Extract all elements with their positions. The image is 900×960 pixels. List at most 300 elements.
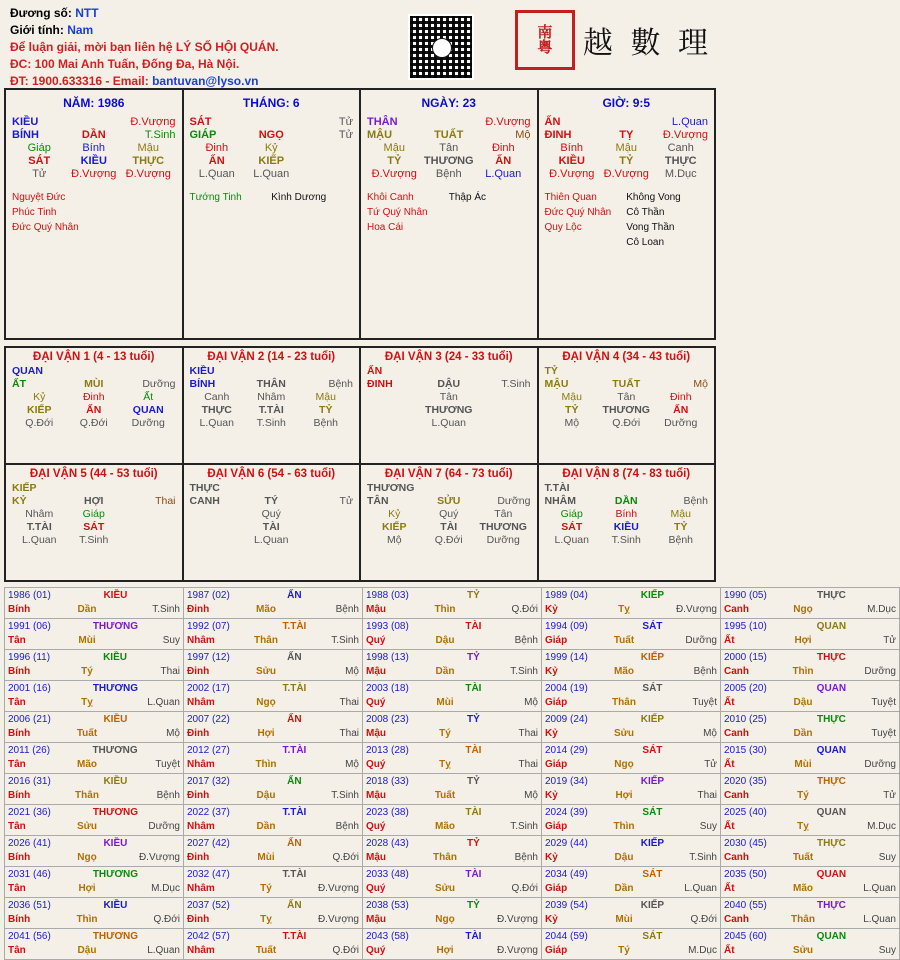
year-state: Tử xyxy=(883,635,896,646)
table-row xyxy=(5,681,900,712)
cell: MẬU xyxy=(367,129,393,141)
cell: TỶ xyxy=(544,365,558,377)
year-star: QUAN xyxy=(816,807,847,818)
cell: Bệnh xyxy=(683,495,708,507)
table-row xyxy=(5,867,900,898)
star: Tướng Tinh xyxy=(189,192,242,203)
year-state: Bệnh xyxy=(335,604,359,615)
year-state: Thai xyxy=(518,728,538,739)
year-label: 2017 (32) xyxy=(187,776,230,787)
year-state: T.Sinh xyxy=(510,821,538,832)
year-state: Bệnh xyxy=(693,666,717,677)
year-cell[interactable] xyxy=(184,898,363,929)
cell: THƯƠNG xyxy=(479,521,527,533)
cell: Tân xyxy=(494,508,513,520)
cell: BÍNH xyxy=(12,129,39,141)
year-star: TỶ xyxy=(467,652,480,663)
year-cell[interactable] xyxy=(542,588,721,619)
year-cell[interactable] xyxy=(5,898,184,929)
year-label: 2015 (30) xyxy=(724,745,767,756)
year-star: T.TÀI xyxy=(282,745,307,756)
year-state: Bệnh xyxy=(514,635,538,646)
year-cell[interactable] xyxy=(184,805,363,836)
cell: ẤN xyxy=(86,404,102,416)
year-label: 2033 (48) xyxy=(366,869,409,880)
year-cell[interactable] xyxy=(5,712,184,743)
cell: Kỷ xyxy=(388,508,401,520)
year-chi: Mão xyxy=(793,883,813,894)
year-state: T.Sinh xyxy=(152,604,180,615)
year-label: 1991 (06) xyxy=(8,621,51,632)
year-cell[interactable] xyxy=(721,929,900,960)
pillar-year xyxy=(6,90,184,338)
year-can: Mậu xyxy=(366,914,386,925)
year-state: Q.Đới xyxy=(511,883,538,894)
cell: Kỷ xyxy=(264,142,278,154)
year-state: Q.Đới xyxy=(332,945,359,956)
year-can: Giáp xyxy=(545,759,568,770)
pillar-month-stars xyxy=(190,190,354,205)
dai-van-5 xyxy=(6,465,184,580)
year-state: Dưỡng xyxy=(148,821,180,832)
cell: ẤN xyxy=(544,116,561,128)
cell: L.Quan xyxy=(554,534,589,546)
year-chi: Thìn xyxy=(792,666,814,677)
pillar-day xyxy=(361,90,539,338)
year-state: Tuyệt xyxy=(155,759,180,770)
cell: NGỌ xyxy=(258,129,284,141)
year-cell[interactable] xyxy=(542,805,721,836)
year-star: KIỀU xyxy=(103,838,128,849)
table-row xyxy=(5,898,900,929)
cell: TỴ xyxy=(619,129,634,141)
cell: Thai xyxy=(155,495,176,507)
cell: THỰC xyxy=(189,482,220,494)
cell: Q.Đới xyxy=(434,534,463,546)
year-star: THỰC xyxy=(816,652,846,663)
dai-van-table xyxy=(4,346,716,582)
star: Đức Quý Nhân xyxy=(12,222,79,233)
year-cell[interactable] xyxy=(184,650,363,681)
cell: T.Sinh xyxy=(256,417,286,429)
dai-van-1 xyxy=(6,348,184,463)
year-table xyxy=(4,587,900,960)
year-cell[interactable] xyxy=(721,743,900,774)
year-chi: Dậu xyxy=(435,635,455,646)
year-can: Mậu xyxy=(366,604,386,615)
table-row xyxy=(5,619,900,650)
year-state: Tử xyxy=(704,759,717,770)
dai-van-title: ĐẠI VẬN 1 (4 - 13 tuổi) xyxy=(33,351,155,363)
year-star: ẤN xyxy=(287,900,302,911)
cell xyxy=(121,521,176,533)
year-state: M.Dục xyxy=(688,945,717,956)
year-can: Quý xyxy=(366,945,386,956)
year-label: 1986 (01) xyxy=(8,590,51,601)
year-chi: Sửu xyxy=(76,821,98,832)
year-state: Bệnh xyxy=(335,821,359,832)
cell: Kỷ xyxy=(33,391,46,403)
year-cell[interactable] xyxy=(721,588,900,619)
cell xyxy=(367,417,422,429)
subject-value: NTT xyxy=(75,6,99,20)
year-cell[interactable] xyxy=(184,588,363,619)
year-star: THƯƠNG xyxy=(92,869,138,880)
year-cell[interactable] xyxy=(184,774,363,805)
year-state: Mộ xyxy=(345,759,359,770)
year-cell[interactable] xyxy=(363,867,542,898)
cell: Nhâm xyxy=(257,391,286,403)
year-can: Bính xyxy=(8,914,31,925)
year-chi: Ngọ xyxy=(793,604,813,615)
year-cell[interactable] xyxy=(184,681,363,712)
year-state: Thai xyxy=(339,728,359,739)
year-cell[interactable] xyxy=(184,929,363,960)
year-chi: Mùi xyxy=(257,852,275,863)
year-star: TÀI xyxy=(465,745,482,756)
year-label: 2037 (52) xyxy=(187,900,230,911)
cell: Bệnh xyxy=(328,378,353,390)
year-cell[interactable] xyxy=(542,712,721,743)
year-can: Quý xyxy=(366,821,386,832)
cell: ĐINH xyxy=(367,378,393,390)
cell: TỶ xyxy=(387,155,402,167)
year-cell[interactable] xyxy=(721,867,900,898)
year-state: Dưỡng xyxy=(864,666,896,677)
year-cell[interactable] xyxy=(184,619,363,650)
cell: KIỀU xyxy=(613,521,639,533)
cell: Q.Đới xyxy=(612,417,641,429)
cell: Q.Đới xyxy=(79,417,108,429)
year-cell[interactable] xyxy=(721,712,900,743)
year-can: Đinh xyxy=(187,666,210,677)
table-row xyxy=(5,805,900,836)
year-state: Q.Đới xyxy=(690,914,717,925)
year-can: Canh xyxy=(724,790,749,801)
year-cell[interactable] xyxy=(363,650,542,681)
cell xyxy=(476,404,531,416)
year-cell[interactable] xyxy=(184,836,363,867)
cell: Đ.Vượng xyxy=(603,168,649,180)
year-cell[interactable] xyxy=(721,774,900,805)
year-cell[interactable] xyxy=(542,619,721,650)
year-star: KIỀU xyxy=(103,900,128,911)
year-label: 1987 (02) xyxy=(187,590,230,601)
year-can: Đinh xyxy=(187,852,210,863)
cell: Canh xyxy=(667,142,694,154)
cell: THƯƠNG xyxy=(367,482,415,494)
year-chi: Tuất xyxy=(255,945,277,956)
year-can: Đinh xyxy=(187,790,210,801)
year-star: SÁT xyxy=(642,745,663,756)
year-label: 2030 (45) xyxy=(724,838,767,849)
year-star: T.TÀI xyxy=(282,621,307,632)
star: Cô Thần xyxy=(626,207,665,218)
star: Tứ Quý Nhân xyxy=(367,207,428,218)
pillar-year-title: NĂM: 1986 xyxy=(63,96,125,110)
year-cell[interactable] xyxy=(542,774,721,805)
year-star: THỰC xyxy=(816,714,846,725)
year-state: Q.Đới xyxy=(332,852,359,863)
cell: HỢI xyxy=(84,495,104,507)
cell: KIẾP xyxy=(381,521,407,533)
year-cell[interactable] xyxy=(363,836,542,867)
year-cell[interactable] xyxy=(721,681,900,712)
year-cell[interactable] xyxy=(5,681,184,712)
table-row xyxy=(5,743,900,774)
cell: Dưỡng xyxy=(142,378,176,390)
cell: T.TÀI xyxy=(544,482,570,494)
dai-van-2 xyxy=(184,348,362,463)
year-chi: Tỵ xyxy=(618,604,630,615)
brand-logo xyxy=(515,10,712,70)
year-cell[interactable] xyxy=(363,929,542,960)
dai-van-4 xyxy=(539,348,715,463)
year-label: 2003 (18) xyxy=(366,683,409,694)
year-label: 2032 (47) xyxy=(187,869,230,880)
year-can: Nhâm xyxy=(187,821,215,832)
year-cell[interactable] xyxy=(542,836,721,867)
year-cell[interactable] xyxy=(363,898,542,929)
year-star: TÀI xyxy=(465,869,482,880)
cell xyxy=(476,391,531,403)
cell: THỰC xyxy=(132,155,165,167)
year-star: KIỀU xyxy=(103,652,127,663)
year-cell[interactable] xyxy=(5,774,184,805)
year-star: THƯƠNG xyxy=(92,683,138,694)
year-can: Bính xyxy=(8,604,31,615)
year-chi: Mão xyxy=(614,666,634,677)
year-label: 2012 (27) xyxy=(187,745,230,756)
cell: TUẤT xyxy=(434,129,464,141)
year-star: ẤN xyxy=(287,652,302,663)
table-row xyxy=(5,588,900,619)
pillar-day-title: NGÀY: 23 xyxy=(421,96,476,110)
cell: GIÁP xyxy=(189,129,217,141)
cell: Tân xyxy=(617,391,636,403)
year-cell[interactable] xyxy=(5,743,184,774)
year-label: 2001 (16) xyxy=(8,683,51,694)
year-star: TÀI xyxy=(465,931,482,942)
cell: Tân xyxy=(439,142,459,154)
year-can: Mậu xyxy=(366,852,386,863)
year-star: THƯƠNG xyxy=(92,931,138,942)
year-label: 2028 (43) xyxy=(366,838,409,849)
cell: CANH xyxy=(189,495,220,507)
cell: Đ.Vượng xyxy=(549,168,595,180)
year-chi: Tý xyxy=(439,728,451,739)
year-can: Canh xyxy=(724,728,749,739)
year-state: M.Dục xyxy=(151,883,180,894)
cell: TỶ xyxy=(319,404,333,416)
year-can: Canh xyxy=(724,666,749,677)
year-cell[interactable] xyxy=(542,898,721,929)
year-chi: Mùi xyxy=(794,759,812,770)
cell: ẤN xyxy=(673,404,689,416)
year-can: Đinh xyxy=(187,728,210,739)
cell: KIỀU xyxy=(12,116,39,128)
year-cell[interactable] xyxy=(5,867,184,898)
year-cell[interactable] xyxy=(363,681,542,712)
year-label: 1989 (04) xyxy=(545,590,588,601)
cell: Giáp xyxy=(82,508,105,520)
year-state: T.Sinh xyxy=(689,852,717,863)
cell: L.Quan xyxy=(199,417,234,429)
year-cell[interactable] xyxy=(363,743,542,774)
year-label: 2035 (50) xyxy=(724,869,767,880)
year-cell[interactable] xyxy=(363,774,542,805)
cell: T.TÀI xyxy=(258,404,284,416)
year-cell[interactable] xyxy=(5,650,184,681)
cell xyxy=(299,508,354,520)
cell: Dưỡng xyxy=(664,417,698,429)
year-state: T.Sinh xyxy=(331,635,359,646)
year-cell[interactable] xyxy=(721,650,900,681)
year-label: 1994 (09) xyxy=(545,621,588,632)
year-state: Bệnh xyxy=(156,790,180,801)
year-cell[interactable] xyxy=(721,805,900,836)
year-cell[interactable] xyxy=(542,743,721,774)
pillar-hour xyxy=(539,90,715,338)
year-cell[interactable] xyxy=(363,805,542,836)
year-star: TỶ xyxy=(467,776,480,787)
year-label: 2013 (28) xyxy=(366,745,409,756)
cell: Mậu xyxy=(137,142,159,154)
year-cell[interactable] xyxy=(721,836,900,867)
cell: L.Quan xyxy=(671,116,708,128)
year-chi: Thân xyxy=(254,635,278,646)
cell: MÙI xyxy=(84,378,104,390)
year-cell[interactable] xyxy=(5,836,184,867)
cell xyxy=(299,521,354,533)
cell: L.Quan xyxy=(253,168,290,180)
year-can: Giáp xyxy=(545,635,568,646)
cell: TÀI xyxy=(262,521,280,533)
year-label: 2010 (25) xyxy=(724,714,767,725)
year-can: Nhâm xyxy=(187,697,215,708)
year-can: Kỷ xyxy=(545,666,558,677)
year-label: 2002 (17) xyxy=(187,683,230,694)
year-cell[interactable] xyxy=(363,619,542,650)
year-label: 2034 (49) xyxy=(545,869,588,880)
year-cell[interactable] xyxy=(542,867,721,898)
year-cell[interactable] xyxy=(721,898,900,929)
year-can: Mậu xyxy=(366,790,386,801)
cell: Q.Đới xyxy=(25,417,54,429)
year-star: T.TÀI xyxy=(282,869,307,880)
year-chi: Ngọ xyxy=(256,697,276,708)
year-label: 2008 (23) xyxy=(366,714,409,725)
seal-char-2: 粵 xyxy=(537,38,553,56)
year-can: Giáp xyxy=(545,697,568,708)
year-cell[interactable] xyxy=(5,805,184,836)
year-can: Mậu xyxy=(366,728,386,739)
year-cell[interactable] xyxy=(363,712,542,743)
year-can: Tân xyxy=(8,697,26,708)
phone-text: ĐT: 1900.633316 - Email: xyxy=(10,74,153,88)
year-chi: Tuất xyxy=(792,852,814,863)
star: Vong Thần xyxy=(626,222,675,233)
year-cell[interactable] xyxy=(721,619,900,650)
year-star: TỶ xyxy=(467,838,480,849)
year-cell[interactable] xyxy=(5,619,184,650)
cell: Tân xyxy=(439,391,458,403)
year-star: ẤN xyxy=(287,776,302,787)
year-can: Kỷ xyxy=(545,604,558,615)
year-can: Ất xyxy=(724,883,735,894)
year-state: Q.Đới xyxy=(511,604,538,615)
table-row xyxy=(5,929,900,960)
cell: Giáp xyxy=(27,142,51,154)
year-cell[interactable] xyxy=(5,929,184,960)
year-cell[interactable] xyxy=(184,743,363,774)
year-cell[interactable] xyxy=(542,681,721,712)
year-chi: Mão xyxy=(256,604,276,615)
cell: DẦN xyxy=(81,129,106,141)
year-label: 2040 (55) xyxy=(724,900,767,911)
year-chi: Sửu xyxy=(792,945,814,956)
year-chi: Sửu xyxy=(255,666,277,677)
cell: KIẾP xyxy=(12,482,37,494)
year-chi: Mão xyxy=(435,821,455,832)
header xyxy=(0,0,720,88)
year-star: THƯƠNG xyxy=(92,807,138,818)
cell: SỬU xyxy=(437,495,461,507)
year-label: 1997 (12) xyxy=(187,652,230,663)
cell: T.TÀI xyxy=(26,521,52,533)
year-star: ẤN xyxy=(287,838,302,849)
year-state: Suy xyxy=(162,635,180,646)
cell: ẤN xyxy=(367,365,383,377)
cell: Quý xyxy=(439,508,459,520)
year-cell[interactable] xyxy=(363,588,542,619)
year-label: 2021 (36) xyxy=(8,807,51,818)
year-label: 1988 (03) xyxy=(366,590,409,601)
pillar-day-stars xyxy=(367,190,531,235)
gender-value: Nam xyxy=(67,23,94,37)
pillar-hour-stars xyxy=(545,190,709,250)
year-star: THỰC xyxy=(816,776,846,787)
year-cell[interactable] xyxy=(542,929,721,960)
year-label: 2029 (44) xyxy=(545,838,588,849)
pillar-month-title: THÁNG: 6 xyxy=(242,96,300,110)
year-label: 2038 (53) xyxy=(366,900,409,911)
cell: SÁT xyxy=(561,521,583,533)
cell: TÂN xyxy=(367,495,389,507)
cell: QUAN xyxy=(132,404,164,416)
year-star: SÁT xyxy=(642,683,663,694)
year-can: Nhâm xyxy=(187,759,215,770)
year-cell[interactable] xyxy=(184,712,363,743)
year-label: 1995 (10) xyxy=(724,621,767,632)
email-text: bantuvan@lyso.vn xyxy=(152,74,259,88)
year-label: 1993 (08) xyxy=(366,621,409,632)
cell: KIỀU xyxy=(189,365,215,377)
cell: L.Quan xyxy=(485,168,522,180)
cell: THỰC xyxy=(201,404,232,416)
year-cell[interactable] xyxy=(5,588,184,619)
star: Thập Ác xyxy=(448,192,486,203)
year-cell[interactable] xyxy=(184,867,363,898)
year-cell[interactable] xyxy=(542,650,721,681)
star: Quy Lộc xyxy=(544,222,582,233)
dai-van-title: ĐẠI VẬN 5 (44 - 53 tuổi) xyxy=(29,468,158,480)
star: Nguyệt Đức xyxy=(12,192,66,203)
cell: TỶ xyxy=(565,404,579,416)
contact-line-3 xyxy=(10,74,712,88)
year-state: Tử xyxy=(883,790,896,801)
cell: TÝ xyxy=(264,495,278,507)
